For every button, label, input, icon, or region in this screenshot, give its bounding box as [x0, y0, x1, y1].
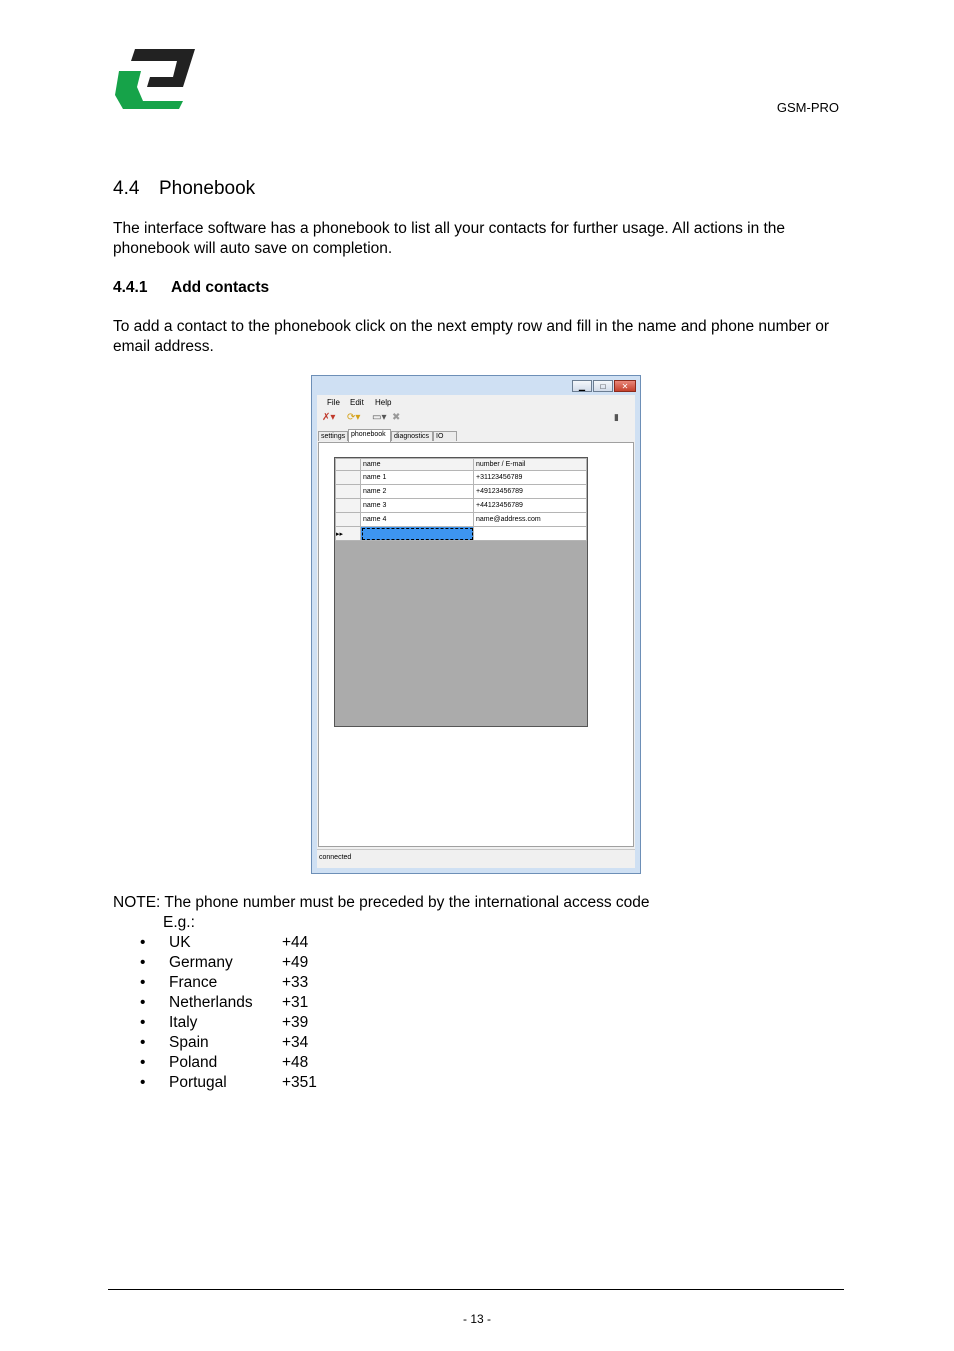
menu-file[interactable]: File	[327, 398, 340, 407]
status-bar	[317, 849, 635, 868]
country-code: +44	[282, 934, 309, 951]
subsection-heading	[113, 279, 269, 297]
table-row[interactable]	[336, 513, 587, 527]
bullet-icon: •	[140, 934, 146, 951]
row-header-corner	[336, 459, 361, 471]
close-button[interactable]: ✕	[614, 380, 636, 392]
menu-bar	[317, 395, 635, 409]
tab-phonebook[interactable]: phonebook	[348, 429, 391, 442]
footer-divider	[108, 1289, 844, 1290]
cell-number[interactable]: +31123456789	[474, 471, 587, 485]
app-window	[311, 375, 641, 874]
country-code: +31	[282, 994, 309, 1011]
page-number: - 13 -	[462, 1312, 491, 1326]
row-header[interactable]	[336, 485, 361, 499]
cell-name[interactable]: name 1	[361, 471, 474, 485]
menu-help[interactable]: Help	[375, 398, 392, 407]
row-header[interactable]	[336, 471, 361, 485]
bullet-icon: •	[140, 954, 146, 971]
country-code: +33	[282, 974, 309, 991]
cell-number[interactable]: name@address.com	[474, 513, 587, 527]
example-label: E.g.:	[163, 914, 195, 931]
new-row[interactable]	[336, 527, 587, 541]
section-title: Phonebook	[159, 178, 256, 199]
country-name: Netherlands	[169, 994, 253, 1011]
section-heading	[113, 178, 255, 200]
tab-diagnostics[interactable]: diagnostics	[391, 431, 433, 441]
toolbar	[317, 410, 635, 428]
bullet-icon: •	[140, 1034, 146, 1051]
table-row[interactable]	[336, 471, 587, 485]
tab-settings[interactable]: settings	[318, 431, 348, 441]
connection-status: connected	[319, 854, 352, 861]
battery-icon: ▮	[614, 412, 619, 422]
table-row[interactable]	[336, 499, 587, 513]
country-name: Portugal	[169, 1074, 227, 1091]
subsection-number: 4.4.1	[113, 279, 148, 296]
bullet-icon: •	[140, 1014, 146, 1031]
country-name: UK	[169, 934, 191, 951]
note-text: NOTE: The phone number must be preceded by the international access code	[113, 894, 650, 911]
cell-number[interactable]: +49123456789	[474, 485, 587, 499]
section-number: 4.4	[113, 178, 140, 199]
instruction-paragraph: To add a contact to the phonebook click on the next empty row and fill in the name and phone number or email address.	[113, 318, 830, 355]
tab-io[interactable]: IO	[433, 431, 457, 441]
country-name: Spain	[169, 1034, 209, 1051]
country-code: +49	[282, 954, 309, 971]
menu-edit[interactable]: Edit	[350, 398, 364, 407]
document-header-product: GSM-PRO	[776, 100, 839, 115]
country-name: Poland	[169, 1054, 218, 1071]
cell-name[interactable]: name 4	[361, 513, 474, 527]
new-row-name-cell[interactable]	[361, 527, 474, 541]
phonebook-panel	[318, 442, 634, 847]
bullet-icon: •	[140, 1054, 146, 1071]
table-row[interactable]	[336, 485, 587, 499]
window-controls	[572, 380, 636, 392]
country-code: +48	[282, 1054, 309, 1071]
new-row-marker-icon: ▸▸	[336, 527, 361, 541]
subsection-title: Add contacts	[171, 279, 270, 296]
country-name: Italy	[169, 1014, 198, 1031]
maximize-button[interactable]: □	[593, 380, 613, 392]
cell-number[interactable]: +44123456789	[474, 499, 587, 513]
country-name: Germany	[169, 954, 233, 971]
company-logo	[113, 47, 197, 111]
table-header-row	[336, 459, 587, 471]
row-header[interactable]	[336, 499, 361, 513]
device-icon[interactable]: ▭▾	[372, 412, 387, 423]
delete-icon[interactable]: ✖	[392, 412, 401, 423]
minimize-button[interactable]: ▁	[572, 380, 592, 392]
new-row-number-cell[interactable]	[474, 527, 587, 541]
cell-name[interactable]: name 2	[361, 485, 474, 499]
intro-paragraph: The interface software has a phonebook to list all your contacts for further usage. All actions in the phonebook will auto save on completion.	[113, 220, 786, 257]
disconnect-icon[interactable]: ✗▾	[322, 412, 336, 423]
cell-name[interactable]: name 3	[361, 499, 474, 513]
phonebook-table	[335, 458, 587, 541]
row-header[interactable]	[336, 513, 361, 527]
column-header-name[interactable]: name	[361, 459, 474, 471]
column-header-number[interactable]: number / E-mail	[474, 459, 587, 471]
bullet-icon: •	[140, 994, 146, 1011]
phonebook-grid	[334, 457, 588, 727]
country-name: France	[169, 974, 218, 991]
refresh-icon[interactable]: ⟳▾	[347, 412, 361, 423]
bullet-icon: •	[140, 974, 146, 991]
country-code: +39	[282, 1014, 309, 1031]
country-code: +34	[282, 1034, 309, 1051]
bullet-icon: •	[140, 1074, 146, 1091]
window-client	[317, 395, 635, 868]
country-code: +351	[282, 1074, 317, 1091]
